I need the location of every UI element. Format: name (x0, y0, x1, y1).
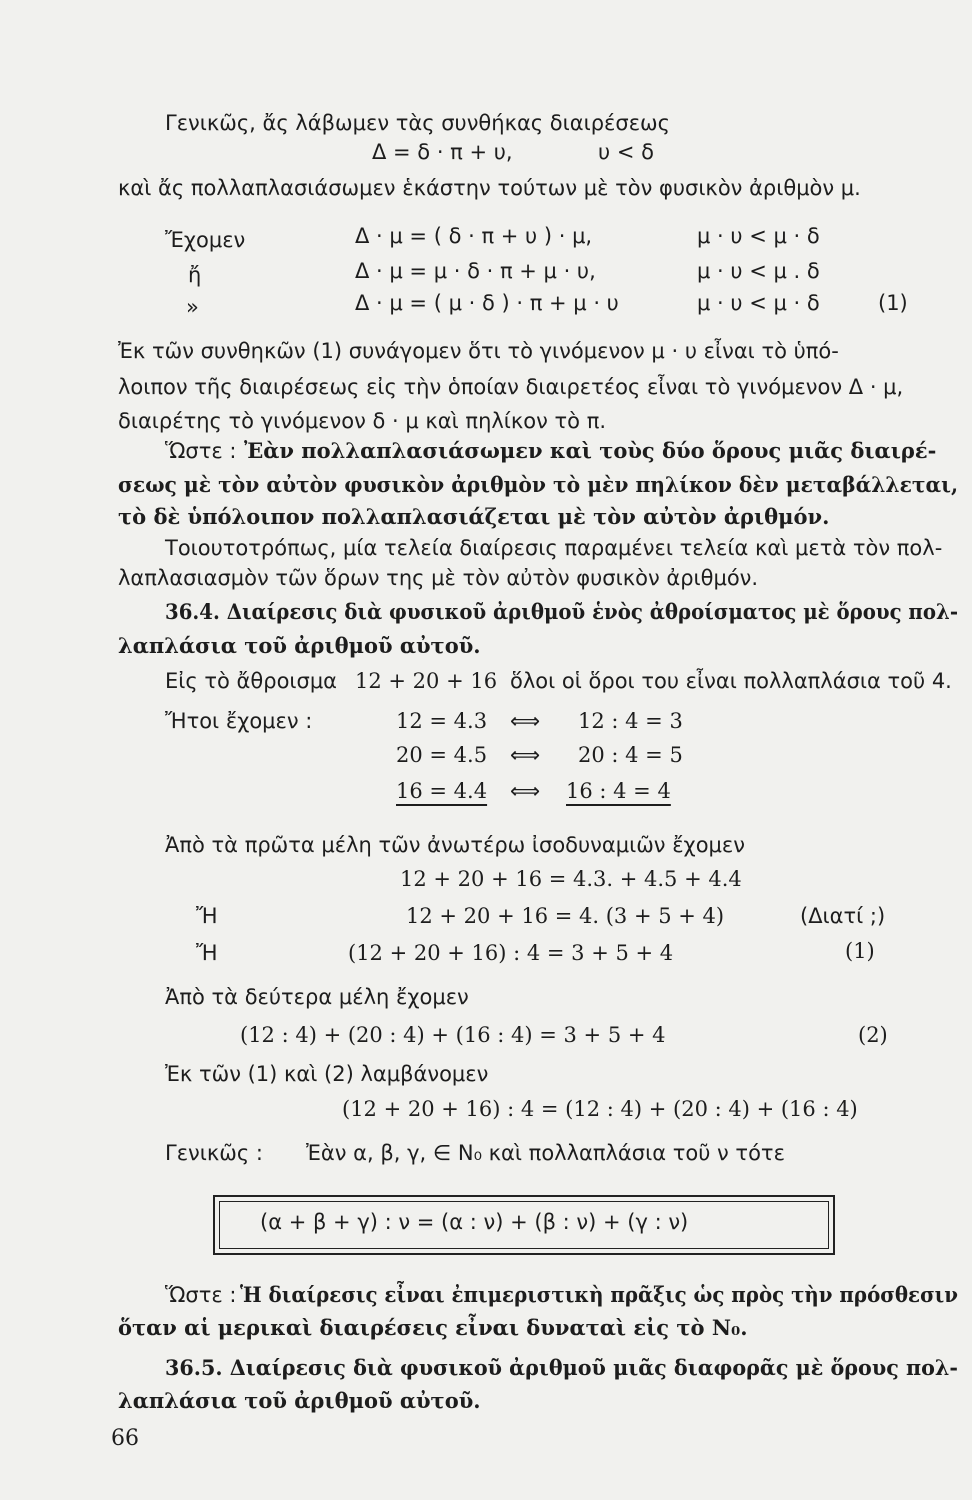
equation: 16 : 4 = 4 (566, 779, 671, 803)
equation: 16 = 4.4 (396, 779, 488, 803)
text-line: Ἀπὸ τὰ δεύτερα μέλη ἔχομεν (165, 985, 469, 1009)
equation-condition: μ · υ < μ . δ (697, 259, 820, 283)
text-line: ὅλοι οἱ ὅροι του εἶναι πολλαπλάσια τοῦ 4. (510, 669, 952, 693)
equation: 20 = 4.5 (396, 743, 488, 767)
text-line: Εἰς τὸ ἄθροισμα (165, 669, 338, 693)
bold-rule: τὸ δὲ ὑπόλοιπον πολλαπλασιάζεται μὲ τὸν αὐτὸν ἀριθμόν. (118, 504, 830, 529)
equation: Δ · μ = μ · δ · π + μ · υ, (355, 259, 596, 283)
bold-rule: Ἡ διαίρεσις εἶναι ἐπιμεριστικὴ πρᾶξις ὡς πρὸς τὴν πρόσθεσιν (240, 1282, 958, 1307)
section-heading: 36.5. Διαίρεσις διὰ φυσικοῦ ἀριθμοῦ μιᾶς διαφορᾶς μὲ ὅρους πολ- (165, 1355, 958, 1380)
equation-number: (2) (858, 1023, 888, 1047)
text-line: Ἐκ τῶν (1) καὶ (2) λαμβάνομεν (165, 1062, 489, 1086)
bold-rule: Ἐὰν πολλαπλασιάσωμεν καὶ τοὺς δύο ὅρους μιᾶς διαιρέ- (244, 438, 937, 463)
equation: 12 : 4 = 3 (578, 709, 683, 733)
equation: (12 : 4) + (20 : 4) + (16 : 4) = 3 + 5 + 4 (240, 1023, 666, 1047)
text-line: Ἤτοι ἔχομεν : (165, 709, 313, 733)
section-heading: 36.4. Διαίρεσις διὰ φυσικοῦ ἀριθμοῦ ἑνὸς ἀθροίσματος μὲ ὅρους πολ- (165, 599, 958, 624)
text-line: Ὥστε : (165, 439, 237, 463)
text-line: λαπλασιασμὸν τῶν ὅρων της μὲ τὸν αὐτὸν φυσικὸν ἀριθμόν. (118, 566, 759, 590)
boxed-formula: (α + β + γ) : ν = (α : ν) + (β : ν) + (γ : ν) (260, 1210, 689, 1234)
text-line: λοιπον τῆς διαιρέσεως εἰς τὴν ὁποίαν διαιρετέος εἶναι τὸ γινόμενον Δ · μ, (118, 375, 904, 399)
text-line: Ἐκ τῶν συνθηκῶν (1) συνάγομεν ὅτι τὸ γινόμενον μ · υ εἶναι τὸ ὑπό- (118, 339, 839, 363)
equation: (12 + 20 + 16) : 4 = (12 : 4) + (20 : 4) + (16 : 4) (342, 1097, 858, 1121)
equivalence-arrow: ⟺ (510, 709, 541, 733)
text-line: (Διατί ;) (800, 904, 886, 928)
text-line: Ἐὰν α, β, γ, ∈ N₀ καὶ πολλαπλάσια τοῦ ν τότε (306, 1141, 785, 1165)
equation: Δ = δ · π + υ, (372, 140, 513, 164)
section-heading: λαπλάσια τοῦ ἀριθμοῦ αὐτοῦ. (118, 633, 481, 658)
equation: 12 + 20 + 16 = 4. (3 + 5 + 4) (406, 904, 725, 928)
bold-rule: σεως μὲ τὸν αὐτὸν φυσικὸν ἀριθμὸν τὸ μὲν πηλίκον δὲν μεταβάλλεται, (118, 472, 958, 497)
text-line: Γενικῶς, ἄς λάβωμεν τὰς συνθήκας διαιρέσεως (165, 111, 670, 135)
equation-number: (1) (878, 291, 908, 315)
equation: (12 + 20 + 16) : 4 = 3 + 5 + 4 (348, 941, 674, 965)
equation: Δ · μ = ( δ · π + υ ) · μ, (355, 224, 593, 248)
equation-condition: μ · υ < μ · δ (697, 291, 820, 315)
equivalence-arrow: ⟺ (510, 743, 541, 767)
equation: Δ · μ = ( μ · δ ) · π + μ · υ (355, 291, 619, 315)
text-line: Ἤ (196, 941, 218, 965)
section-heading: λαπλάσια τοῦ ἀριθμοῦ αὐτοῦ. (118, 1388, 481, 1413)
text-line: διαιρέτης τὸ γινόμενον δ · μ καὶ πηλίκον τὸ π. (118, 409, 607, 433)
text-line: » (186, 295, 199, 319)
text-line: Ἀπὸ τὰ πρῶτα μέλη τῶν ἀνωτέρω ἰσοδυναμιῶν ἔχομεν (165, 833, 745, 857)
equation: 20 : 4 = 5 (578, 743, 683, 767)
text-line: Τοιουτοτρόπως, μία τελεία διαίρεσις παραμένει τελεία καὶ μετὰ τὸν πολ- (165, 536, 943, 560)
equation: 12 + 20 + 16 (355, 669, 498, 693)
equation: 12 = 4.3 (396, 709, 488, 733)
equation: 12 + 20 + 16 = 4.3. + 4.5 + 4.4 (400, 867, 742, 891)
text-line: Ὥστε : (165, 1283, 237, 1307)
page-number: 66 (111, 1426, 139, 1451)
equation-number: (1) (845, 939, 875, 963)
equivalence-arrow: ⟺ (510, 779, 541, 803)
text-line: καὶ ἄς πολλαπλασιάσωμεν ἑκάστην τούτων μὲ τὸν φυσικὸν ἀριθμὸν μ. (118, 176, 861, 200)
text-line: ἤ (188, 263, 202, 287)
bold-rule: ὅταν αἱ μερικαὶ διαιρέσεις εἶναι δυναταὶ εἰς τὸ N₀. (118, 1315, 748, 1340)
text-line: Γενικῶς : (165, 1141, 263, 1165)
text-line: Ἤ (196, 904, 218, 928)
equation-condition: μ · υ < μ · δ (697, 224, 820, 248)
equation-condition: υ < δ (598, 140, 654, 164)
text-line: Ἔχομεν (165, 228, 246, 252)
